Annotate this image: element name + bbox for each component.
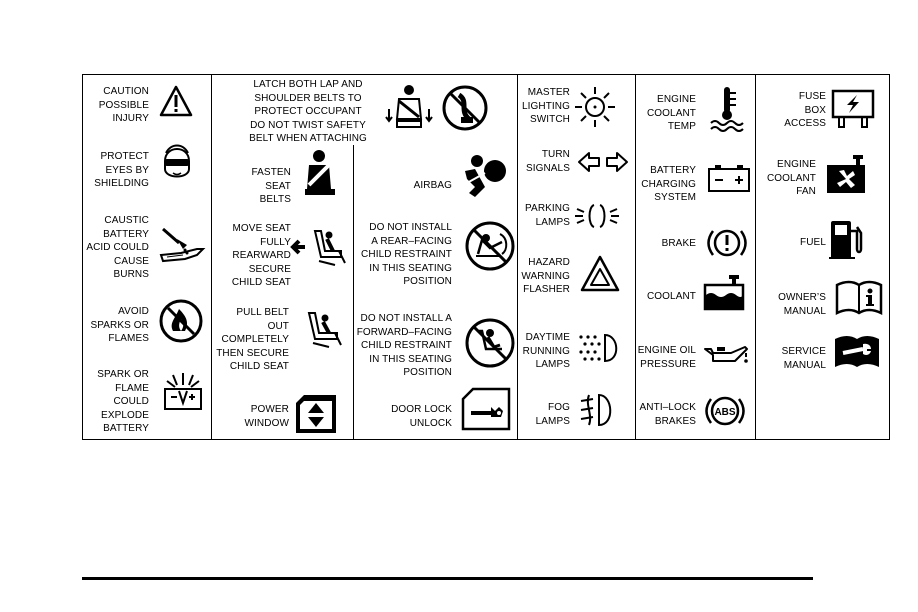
forward-facing-label: DO NOT INSTALL A FORWARD–FACING CHILD RESTRAINT IN THIS SEATING POSITION — [356, 313, 452, 378]
coolant-temp-label: ENGINE COOLANT TEMP — [646, 94, 696, 132]
belt-latch-icon — [385, 83, 433, 133]
daytime-lamps-label: DAYTIME RUNNING LAMPS — [522, 332, 570, 370]
coolant-temperature-icon — [709, 85, 745, 131]
latch-belts-label: LATCH BOTH LAP AND SHOULDER BELTS TO PROTECT OCCUPANT DO NOT TWIST SAFETY BELT WHEN ATTACHING — [249, 79, 367, 144]
brake-warning-icon — [707, 225, 747, 261]
oil-pressure-label: ENGINE OIL PRESSURE — [637, 345, 696, 370]
column-divider — [755, 75, 756, 439]
column-divider — [353, 145, 354, 439]
battery-icon — [707, 165, 751, 193]
master-lighting-icon — [575, 85, 615, 129]
no-forward-facing-seat-icon — [464, 317, 516, 369]
move-seat-label: MOVE SEAT FULLY REARWARD SECURE CHILD SEAT — [231, 223, 291, 288]
battery-charging-label: BATTERY CHARGING SYSTEM — [641, 165, 696, 203]
abs-warning-icon — [705, 393, 745, 429]
battery-explosion-icon — [163, 373, 203, 411]
hazard-label: HAZARD WARNING FLASHER — [521, 257, 570, 295]
fog-lamps-icon — [579, 393, 615, 427]
acid-burn-hand-icon — [157, 223, 207, 265]
avoid-sparks-label: AVOID SPARKS OR FLAMES — [90, 306, 149, 344]
power-window-icon — [294, 393, 338, 435]
master-lighting-label: MASTER LIGHTING SWITCH — [521, 87, 570, 125]
no-flames-icon — [159, 299, 203, 343]
anti-lock-label: ANTI–LOCK BRAKES — [639, 402, 696, 427]
fuse-box-icon — [831, 89, 875, 129]
column-divider — [211, 75, 212, 439]
owners-manual-label: OWNER’S MANUAL — [778, 292, 826, 317]
fuse-box-label: FUSE BOX ACCESS — [784, 91, 826, 129]
door-lock-key-icon — [461, 387, 511, 431]
face-shield-icon — [161, 139, 193, 183]
abs-text: ABS — [714, 407, 736, 418]
caustic-acid-label: CAUSTIC BATTERY ACID COULD CAUSE BURNS — [86, 215, 149, 280]
pull-belt-label: PULL BELT OUT COMPLETELY THEN SECURE CHILD SEAT — [216, 307, 289, 372]
oil-can-icon — [701, 341, 749, 367]
caution-label: CAUTION POSSIBLE INJURY — [98, 86, 149, 124]
hazard-triangle-icon — [580, 255, 620, 293]
airbag-label: AIRBAG — [413, 180, 452, 191]
move-seat-rearward-icon — [291, 227, 347, 269]
fuel-label: FUEL — [800, 237, 826, 248]
coolant-label: COOLANT — [646, 291, 696, 302]
fasten-belts-label: FASTEN SEAT BELTS — [251, 167, 291, 205]
power-window-label: POWER WINDOW — [244, 404, 289, 429]
protect-eyes-label: PROTECT EYES BY SHIELDING — [94, 151, 149, 189]
coolant-fan-label: ENGINE COOLANT FAN — [766, 159, 816, 197]
coolant-reservoir-icon — [703, 275, 745, 311]
service-manual-wrench-icon — [833, 333, 881, 369]
door-lock-label: DOOR LOCK UNLOCK — [391, 404, 452, 429]
brake-label: BRAKE — [661, 238, 696, 249]
coolant-fan-icon — [825, 155, 871, 195]
turn-signal-arrows-icon — [577, 151, 629, 173]
parking-lamps-icon — [575, 201, 619, 231]
parking-lamps-label: PARKING LAMPS — [525, 203, 570, 228]
owners-manual-book-icon — [835, 279, 883, 315]
seatbelt-icon — [301, 149, 339, 199]
no-twist-belt-icon — [441, 85, 489, 131]
rear-facing-label: DO NOT INSTALL A REAR–FACING CHILD RESTRAINT IN THIS SEATING POSITION — [361, 222, 452, 287]
turn-signals-label: TURN SIGNALS — [525, 149, 570, 174]
symbol-chart — [82, 74, 890, 440]
service-manual-label: SERVICE MANUAL — [781, 346, 826, 371]
no-rear-facing-seat-icon — [464, 220, 516, 272]
column-divider — [517, 75, 518, 439]
page-divider — [82, 577, 813, 580]
fuel-pump-icon — [829, 219, 863, 261]
fog-lamps-label: FOG LAMPS — [535, 402, 570, 427]
column-divider — [635, 75, 636, 439]
airbag-icon — [461, 153, 509, 199]
daytime-running-lamps-icon — [575, 331, 625, 365]
child-seat-belt-icon — [299, 311, 343, 351]
warning-triangle-icon — [159, 85, 193, 117]
spark-flame-label: SPARK OR FLAME COULD EXPLODE BATTERY — [97, 369, 149, 434]
